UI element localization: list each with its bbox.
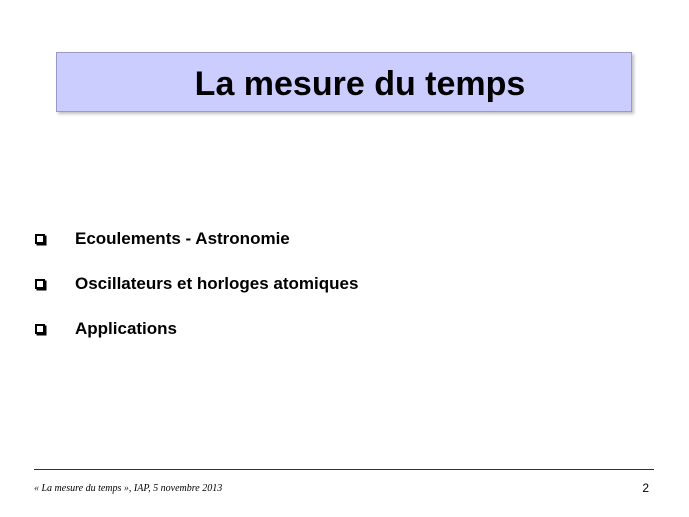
bullet-text: Applications [75,319,178,338]
title-box [56,52,632,112]
footer-divider [34,469,654,470]
bullet-text: Oscillateurs et horloges atomiques [75,274,359,293]
bullet-text: Ecoulements - Astronomie [75,229,290,248]
bullet-item [34,226,290,252]
checkbox-icon [35,324,45,334]
page-number: 2 [642,481,649,495]
checkbox-icon [35,279,45,289]
bullet-item [34,316,177,342]
checkbox-icon [35,234,45,244]
slide-title: La mesure du temps [194,65,526,103]
bullet-item [34,271,358,297]
footer-text: « La mesure du temps », IAP, 5 novembre 2013 [34,483,223,494]
